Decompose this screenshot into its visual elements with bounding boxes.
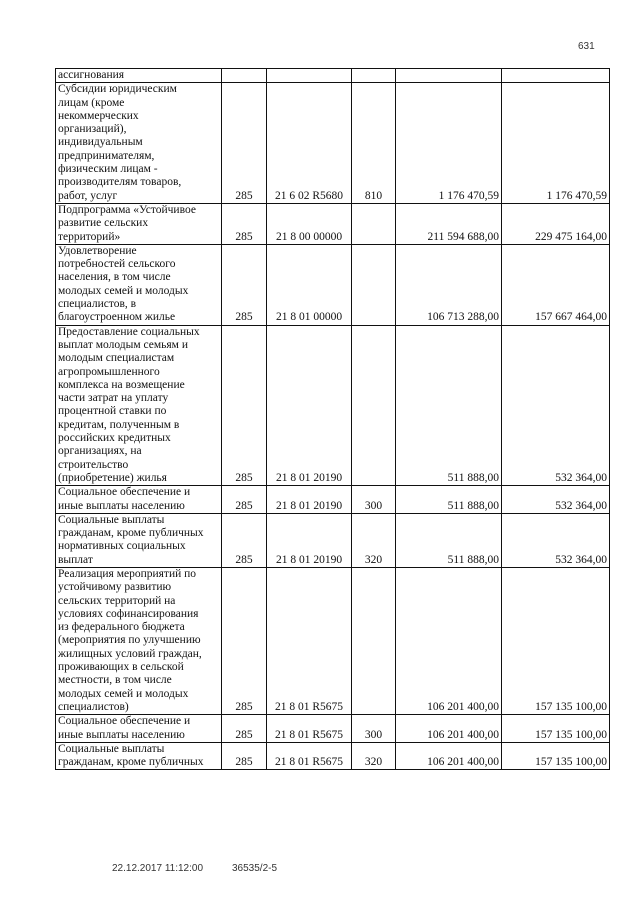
item-name-cell — [56, 83, 222, 204]
table-row — [56, 325, 610, 486]
item-name-line: выплат — [58, 553, 93, 566]
amount-year1-cell: 211 594 688,00 — [396, 203, 502, 244]
budget-table — [55, 68, 610, 770]
item-name-line: нормативных социальных — [58, 540, 186, 553]
item-name-line: организациях, на — [58, 445, 142, 458]
table-row — [56, 567, 610, 714]
item-name-line: специалистов) — [58, 700, 129, 713]
table-row — [56, 486, 610, 514]
target-article-cell: 21 8 01 R5675 — [267, 715, 352, 743]
amount-year2-cell: 532 364,00 — [502, 486, 610, 514]
item-name-line: комплекса на возмещение — [58, 378, 185, 391]
amount-year1-cell: 511 888,00 — [396, 325, 502, 486]
item-name-line: гражданам, кроме публичных — [58, 527, 204, 540]
amount-year2-cell: 532 364,00 — [502, 325, 610, 486]
item-name-line: лицам (кроме — [58, 96, 125, 109]
item-name-line: гражданам, кроме публичных — [58, 756, 204, 769]
item-name-line: устойчивому развитию — [58, 581, 172, 594]
expense-type-cell: 320 — [352, 742, 396, 770]
admin-code-cell: 285 — [222, 83, 267, 204]
target-article-cell — [267, 69, 352, 83]
item-name-line: молодых семей и молодых — [58, 687, 189, 700]
item-name-line: Реализация мероприятий по — [58, 567, 197, 580]
table-row — [56, 69, 610, 83]
amount-year2-cell — [502, 69, 610, 83]
table-row — [56, 203, 610, 244]
admin-code-cell: 285 — [222, 567, 267, 714]
item-name-line: проживающих в сельской — [58, 661, 184, 674]
expense-type-cell: 810 — [352, 83, 396, 204]
amount-year1-cell: 106 713 288,00 — [396, 244, 502, 325]
footer-document-code: 36535/2-5 — [232, 863, 278, 874]
admin-code-cell: 285 — [222, 742, 267, 770]
table-row — [56, 742, 610, 770]
expense-type-cell — [352, 203, 396, 244]
item-name-line: процентной ставки по — [58, 405, 167, 418]
target-article-cell: 21 8 01 20190 — [267, 325, 352, 486]
target-article-cell: 21 8 01 00000 — [267, 244, 352, 325]
item-name-line: агропромышленного — [58, 365, 160, 378]
item-name-cell — [56, 486, 222, 514]
item-name-line: части затрат на уплату — [58, 392, 169, 405]
item-name-cell — [56, 715, 222, 743]
item-name-line: индивидуальным — [58, 136, 143, 149]
item-name-line: потребностей сельского — [58, 258, 176, 271]
item-name-line: Субсидии юридическим — [58, 83, 177, 96]
item-name-line: ассигнования — [58, 69, 125, 81]
item-name-line: населения, в том числе — [58, 271, 171, 284]
expense-type-cell — [352, 325, 396, 486]
table-row — [56, 715, 610, 743]
item-name-line: производителям товаров, — [58, 176, 182, 189]
target-article-cell: 21 8 01 20190 — [267, 486, 352, 514]
item-name-line: российских кредитных — [58, 432, 171, 445]
item-name-line: специалистов, в — [58, 298, 137, 311]
item-name-line: местности, в том числе — [58, 674, 172, 687]
amount-year1-cell: 511 888,00 — [396, 486, 502, 514]
admin-code-cell: 285 — [222, 203, 267, 244]
expense-type-cell: 320 — [352, 513, 396, 567]
amount-year2-cell: 229 475 164,00 — [502, 203, 610, 244]
amount-year1-cell — [396, 69, 502, 83]
expense-type-cell: 300 — [352, 486, 396, 514]
item-name-cell — [56, 742, 222, 770]
target-article-cell: 21 8 00 00000 — [267, 203, 352, 244]
item-name-line: (мероприятия по улучшению — [58, 634, 201, 647]
amount-year1-cell: 106 201 400,00 — [396, 742, 502, 770]
item-name-line: благоустроенном жилье — [58, 311, 176, 324]
item-name-cell — [56, 325, 222, 486]
item-name-line: Предоставление социальных — [58, 325, 200, 338]
item-name-line: Социальные выплаты — [58, 513, 165, 526]
expense-type-cell: 300 — [352, 715, 396, 743]
item-name-cell — [56, 567, 222, 714]
item-name-line: физическим лицам - — [58, 163, 158, 176]
item-name-line: развитие сельских — [58, 217, 149, 230]
item-name-line: Социальное обеспечение и — [58, 715, 191, 728]
admin-code-cell: 285 — [222, 513, 267, 567]
target-article-cell: 21 8 01 R5675 — [267, 567, 352, 714]
expense-type-cell — [352, 69, 396, 83]
table-row — [56, 244, 610, 325]
item-name-line: предпринимателям, — [58, 149, 155, 162]
amount-year2-cell: 1 176 470,59 — [502, 83, 610, 204]
item-name-line: иные выплаты населению — [58, 728, 185, 741]
admin-code-cell: 285 — [222, 244, 267, 325]
item-name-cell — [56, 203, 222, 244]
table-row — [56, 83, 610, 204]
amount-year1-cell: 511 888,00 — [396, 513, 502, 567]
target-article-cell: 21 8 01 20190 — [267, 513, 352, 567]
item-name-line: кредитам, полученным в — [58, 418, 180, 431]
amount-year2-cell: 157 135 100,00 — [502, 742, 610, 770]
amount-year1-cell: 106 201 400,00 — [396, 567, 502, 714]
admin-code-cell: 285 — [222, 325, 267, 486]
item-name-line: выплат молодым семьям и — [58, 338, 188, 351]
amount-year2-cell: 532 364,00 — [502, 513, 610, 567]
footer-timestamp: 22.12.2017 11:12:00 — [112, 863, 204, 874]
item-name-line: сельских территорий на — [58, 594, 176, 607]
item-name-line: организаций), — [58, 123, 127, 136]
item-name-cell — [56, 69, 222, 83]
item-name-line: Социальное обеспечение и — [58, 486, 191, 499]
admin-code-cell: 285 — [222, 486, 267, 514]
admin-code-cell — [222, 69, 267, 83]
item-name-line: территорий» — [58, 230, 121, 243]
amount-year2-cell: 157 135 100,00 — [502, 715, 610, 743]
amount-year1-cell: 106 201 400,00 — [396, 715, 502, 743]
item-name-line: (приобретение) жилья — [58, 471, 167, 484]
expense-type-cell — [352, 244, 396, 325]
admin-code-cell: 285 — [222, 715, 267, 743]
item-name-line: условиях софинансирования — [58, 607, 199, 620]
item-name-line: молодым специалистам — [58, 352, 175, 365]
item-name-line: иные выплаты населению — [58, 499, 185, 512]
item-name-line: Подпрограмма «Устойчивое — [58, 203, 196, 216]
item-name-line: из федерального бюджета — [58, 621, 185, 634]
amount-year2-cell: 157 667 464,00 — [502, 244, 610, 325]
item-name-cell — [56, 513, 222, 567]
page-number: 631 — [578, 41, 595, 52]
item-name-line: Социальные выплаты — [58, 742, 165, 755]
item-name-cell — [56, 244, 222, 325]
expense-type-cell — [352, 567, 396, 714]
target-article-cell: 21 8 01 R5675 — [267, 742, 352, 770]
table-row — [56, 513, 610, 567]
item-name-line: работ, услуг — [58, 189, 118, 202]
amount-year1-cell: 1 176 470,59 — [396, 83, 502, 204]
item-name-line: строительство — [58, 458, 129, 471]
item-name-line: некоммерческих — [58, 109, 139, 122]
amount-year2-cell: 157 135 100,00 — [502, 567, 610, 714]
target-article-cell: 21 6 02 R5680 — [267, 83, 352, 204]
item-name-line: молодых семей и молодых — [58, 284, 189, 297]
item-name-line: жилищных условий граждан, — [58, 647, 202, 660]
item-name-line: Удовлетворение — [58, 244, 137, 257]
